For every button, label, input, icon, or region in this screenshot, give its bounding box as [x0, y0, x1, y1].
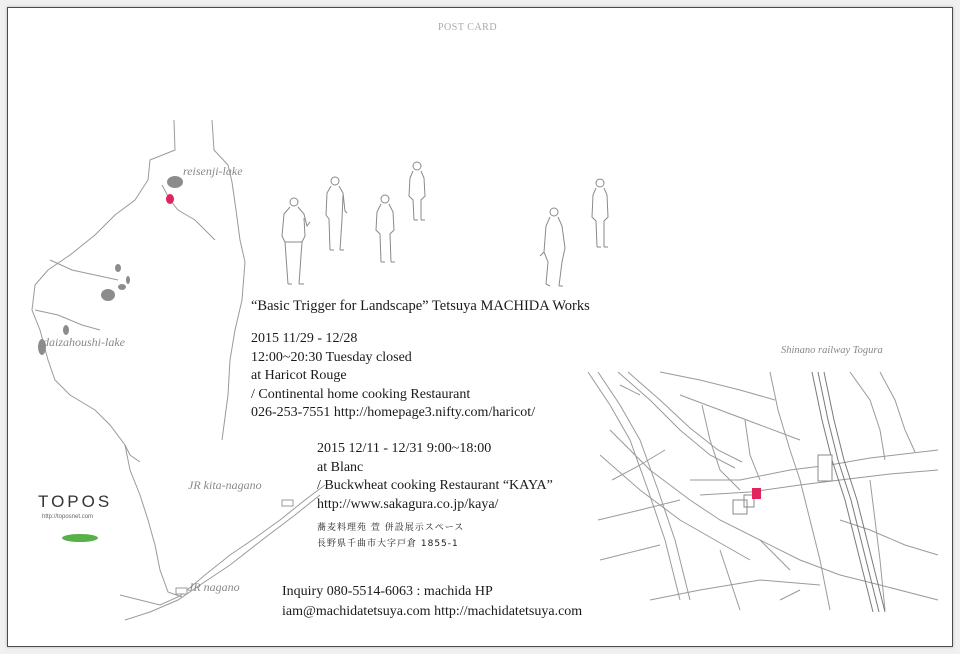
postcard-header: POST CARD [438, 22, 498, 33]
event-2-jp-line-2: 長野県千曲市大字戸倉 1855-1 [317, 539, 459, 549]
location-marker-reisenji [166, 194, 174, 204]
event-1-contact: 026-253-7551 http://homepage3.nifty.com/haricot/ [251, 405, 536, 420]
logo-green-ellipse [62, 534, 98, 542]
event-2-info [317, 440, 553, 552]
inquiry-line-2: iam@machidatetsuya.com http://machidatetsuya.com [282, 604, 583, 619]
topos-logo-url: http://toposnet.com [42, 514, 94, 520]
inquiry-info [282, 582, 582, 622]
lakes [38, 176, 183, 355]
event-2-url: http://www.sakagura.co.jp/kaya/ [317, 496, 499, 512]
label-daizahoushi-lake: daizahoushi-lake [43, 335, 125, 349]
event-2-dates: 2015 12/11 - 12/31 9:00~18:00 [317, 441, 492, 456]
event-1-hours: 12:00~20:30 Tuesday closed [251, 349, 412, 365]
event-2-jp-line-1: 蕎麦料理苑 萱 併設展示スペース [317, 523, 465, 533]
street-map [588, 372, 938, 610]
human-figures [282, 162, 608, 286]
event-2-japanese-info [317, 520, 553, 552]
event-1-dates: 2015 11/29 - 12/28 [251, 331, 358, 346]
event-1-info [251, 330, 535, 423]
event-1-venue-type: / Continental home cooking Restaurant [251, 386, 471, 402]
event-2-venue-type: / Buckwheat cooking Restaurant “KAYA” [317, 478, 553, 493]
topos-logo-text: TOPOS [38, 492, 113, 511]
label-shinano-railway: Shinano railway Togura [781, 345, 883, 356]
inquiry-line-1: Inquiry 080-5514-6063 : machida HP [282, 584, 493, 599]
label-jr-nagano: JR nagano [188, 580, 240, 594]
event-1-venue: at Haricot Rouge [251, 368, 347, 383]
label-jr-kita-nagano: JR kita-nagano [188, 478, 262, 492]
label-reisenji-lake: reisenji-lake [183, 164, 243, 178]
exhibition-title: “Basic Trigger for Landscape” Tetsuya MACHIDA Works [251, 298, 590, 314]
event-2-venue: at Blanc [317, 459, 364, 475]
